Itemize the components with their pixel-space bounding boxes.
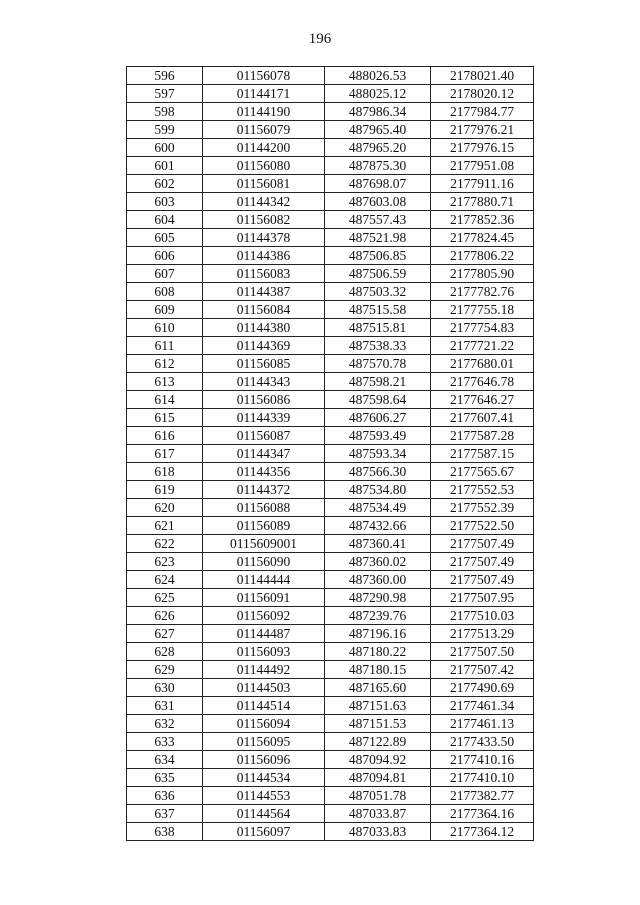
x-coordinate-cell: 487515.58 xyxy=(325,301,431,319)
y-coordinate-cell: 2177911.16 xyxy=(431,175,534,193)
y-coordinate-cell: 2177461.34 xyxy=(431,697,534,715)
y-coordinate-cell: 2177951.08 xyxy=(431,157,534,175)
point-id-cell: 01156084 xyxy=(203,301,325,319)
x-coordinate-cell: 487360.41 xyxy=(325,535,431,553)
y-coordinate-cell: 2177410.10 xyxy=(431,769,534,787)
row-index-cell: 615 xyxy=(127,409,203,427)
y-coordinate-cell: 2177433.50 xyxy=(431,733,534,751)
table-row xyxy=(127,121,534,139)
y-coordinate-cell: 2177510.03 xyxy=(431,607,534,625)
x-coordinate-cell: 488025.12 xyxy=(325,85,431,103)
table-row xyxy=(127,481,534,499)
point-id-cell: 01156083 xyxy=(203,265,325,283)
table-row xyxy=(127,355,534,373)
x-coordinate-cell: 488026.53 xyxy=(325,67,431,85)
table-row xyxy=(127,607,534,625)
point-id-cell: 01144356 xyxy=(203,463,325,481)
y-coordinate-cell: 2177522.50 xyxy=(431,517,534,535)
y-coordinate-cell: 2177824.45 xyxy=(431,229,534,247)
x-coordinate-cell: 487603.08 xyxy=(325,193,431,211)
row-index-cell: 634 xyxy=(127,751,203,769)
x-coordinate-cell: 487290.98 xyxy=(325,589,431,607)
point-id-cell: 01156080 xyxy=(203,157,325,175)
x-coordinate-cell: 487986.34 xyxy=(325,103,431,121)
table-row xyxy=(127,229,534,247)
y-coordinate-cell: 2177587.15 xyxy=(431,445,534,463)
y-coordinate-cell: 2177507.49 xyxy=(431,535,534,553)
point-id-cell: 01144514 xyxy=(203,697,325,715)
x-coordinate-cell: 487360.02 xyxy=(325,553,431,571)
row-index-cell: 599 xyxy=(127,121,203,139)
y-coordinate-cell: 2177410.16 xyxy=(431,751,534,769)
table-row xyxy=(127,535,534,553)
table-row xyxy=(127,823,534,841)
point-id-cell: 01144564 xyxy=(203,805,325,823)
row-index-cell: 601 xyxy=(127,157,203,175)
row-index-cell: 636 xyxy=(127,787,203,805)
y-coordinate-cell: 2177461.13 xyxy=(431,715,534,733)
point-id-cell: 01144339 xyxy=(203,409,325,427)
table-row xyxy=(127,571,534,589)
y-coordinate-cell: 2177565.67 xyxy=(431,463,534,481)
row-index-cell: 637 xyxy=(127,805,203,823)
point-id-cell: 01144369 xyxy=(203,337,325,355)
x-coordinate-cell: 487180.22 xyxy=(325,643,431,661)
y-coordinate-cell: 2178021.40 xyxy=(431,67,534,85)
coordinates-table-body xyxy=(127,67,534,841)
point-id-cell: 01156085 xyxy=(203,355,325,373)
x-coordinate-cell: 487151.63 xyxy=(325,697,431,715)
row-index-cell: 623 xyxy=(127,553,203,571)
x-coordinate-cell: 487506.85 xyxy=(325,247,431,265)
y-coordinate-cell: 2177806.22 xyxy=(431,247,534,265)
y-coordinate-cell: 2177513.29 xyxy=(431,625,534,643)
y-coordinate-cell: 2177646.78 xyxy=(431,373,534,391)
point-id-cell: 01144342 xyxy=(203,193,325,211)
x-coordinate-cell: 487875.30 xyxy=(325,157,431,175)
row-index-cell: 626 xyxy=(127,607,203,625)
coordinates-table xyxy=(126,66,534,841)
y-coordinate-cell: 2177507.49 xyxy=(431,553,534,571)
row-index-cell: 622 xyxy=(127,535,203,553)
point-id-cell: 01144343 xyxy=(203,373,325,391)
row-index-cell: 596 xyxy=(127,67,203,85)
x-coordinate-cell: 487165.60 xyxy=(325,679,431,697)
row-index-cell: 603 xyxy=(127,193,203,211)
x-coordinate-cell: 487965.20 xyxy=(325,139,431,157)
table-row xyxy=(127,697,534,715)
point-id-cell: 01144503 xyxy=(203,679,325,697)
x-coordinate-cell: 487698.07 xyxy=(325,175,431,193)
row-index-cell: 602 xyxy=(127,175,203,193)
y-coordinate-cell: 2177805.90 xyxy=(431,265,534,283)
y-coordinate-cell: 2177721.22 xyxy=(431,337,534,355)
row-index-cell: 631 xyxy=(127,697,203,715)
point-id-cell: 01144378 xyxy=(203,229,325,247)
table-row xyxy=(127,553,534,571)
row-index-cell: 624 xyxy=(127,571,203,589)
table-row xyxy=(127,211,534,229)
x-coordinate-cell: 487033.87 xyxy=(325,805,431,823)
row-index-cell: 635 xyxy=(127,769,203,787)
point-id-cell: 01156090 xyxy=(203,553,325,571)
row-index-cell: 633 xyxy=(127,733,203,751)
x-coordinate-cell: 487432.66 xyxy=(325,517,431,535)
x-coordinate-cell: 487521.98 xyxy=(325,229,431,247)
x-coordinate-cell: 487538.33 xyxy=(325,337,431,355)
row-index-cell: 607 xyxy=(127,265,203,283)
y-coordinate-cell: 2177782.76 xyxy=(431,283,534,301)
y-coordinate-cell: 2177646.27 xyxy=(431,391,534,409)
row-index-cell: 600 xyxy=(127,139,203,157)
x-coordinate-cell: 487239.76 xyxy=(325,607,431,625)
x-coordinate-cell: 487094.92 xyxy=(325,751,431,769)
y-coordinate-cell: 2177984.77 xyxy=(431,103,534,121)
row-index-cell: 630 xyxy=(127,679,203,697)
x-coordinate-cell: 487965.40 xyxy=(325,121,431,139)
x-coordinate-cell: 487593.49 xyxy=(325,427,431,445)
point-id-cell: 01144386 xyxy=(203,247,325,265)
point-id-cell: 01144171 xyxy=(203,85,325,103)
point-id-cell: 01144492 xyxy=(203,661,325,679)
y-coordinate-cell: 2177754.83 xyxy=(431,319,534,337)
x-coordinate-cell: 487598.21 xyxy=(325,373,431,391)
row-index-cell: 617 xyxy=(127,445,203,463)
x-coordinate-cell: 487122.89 xyxy=(325,733,431,751)
table-row xyxy=(127,139,534,157)
table-row xyxy=(127,463,534,481)
row-index-cell: 628 xyxy=(127,643,203,661)
table-row xyxy=(127,643,534,661)
x-coordinate-cell: 487570.78 xyxy=(325,355,431,373)
y-coordinate-cell: 2177976.21 xyxy=(431,121,534,139)
row-index-cell: 613 xyxy=(127,373,203,391)
y-coordinate-cell: 2177852.36 xyxy=(431,211,534,229)
point-id-cell: 01156078 xyxy=(203,67,325,85)
x-coordinate-cell: 487503.32 xyxy=(325,283,431,301)
y-coordinate-cell: 2177507.95 xyxy=(431,589,534,607)
table-row xyxy=(127,157,534,175)
table-row xyxy=(127,751,534,769)
x-coordinate-cell: 487593.34 xyxy=(325,445,431,463)
row-index-cell: 629 xyxy=(127,661,203,679)
point-id-cell: 01144487 xyxy=(203,625,325,643)
table-row xyxy=(127,625,534,643)
x-coordinate-cell: 487094.81 xyxy=(325,769,431,787)
table-row xyxy=(127,265,534,283)
point-id-cell: 01156092 xyxy=(203,607,325,625)
row-index-cell: 598 xyxy=(127,103,203,121)
y-coordinate-cell: 2177552.53 xyxy=(431,481,534,499)
x-coordinate-cell: 487033.83 xyxy=(325,823,431,841)
row-index-cell: 619 xyxy=(127,481,203,499)
row-index-cell: 620 xyxy=(127,499,203,517)
row-index-cell: 605 xyxy=(127,229,203,247)
table-row xyxy=(127,337,534,355)
y-coordinate-cell: 2177364.12 xyxy=(431,823,534,841)
y-coordinate-cell: 2177490.69 xyxy=(431,679,534,697)
x-coordinate-cell: 487051.78 xyxy=(325,787,431,805)
point-id-cell: 01156091 xyxy=(203,589,325,607)
x-coordinate-cell: 487180.15 xyxy=(325,661,431,679)
table-row xyxy=(127,589,534,607)
row-index-cell: 597 xyxy=(127,85,203,103)
row-index-cell: 611 xyxy=(127,337,203,355)
table-row xyxy=(127,769,534,787)
point-id-cell: 01156081 xyxy=(203,175,325,193)
table-row xyxy=(127,805,534,823)
table-row xyxy=(127,391,534,409)
point-id-cell: 01144444 xyxy=(203,571,325,589)
table-row xyxy=(127,661,534,679)
table-row xyxy=(127,301,534,319)
table-row xyxy=(127,733,534,751)
x-coordinate-cell: 487506.59 xyxy=(325,265,431,283)
table-row xyxy=(127,409,534,427)
y-coordinate-cell: 2177507.49 xyxy=(431,571,534,589)
row-index-cell: 625 xyxy=(127,589,203,607)
table-row xyxy=(127,67,534,85)
point-id-cell: 01156094 xyxy=(203,715,325,733)
table-row xyxy=(127,499,534,517)
y-coordinate-cell: 2177880.71 xyxy=(431,193,534,211)
table-row xyxy=(127,787,534,805)
point-id-cell: 01144380 xyxy=(203,319,325,337)
point-id-cell: 01144534 xyxy=(203,769,325,787)
x-coordinate-cell: 487534.49 xyxy=(325,499,431,517)
x-coordinate-cell: 487606.27 xyxy=(325,409,431,427)
table-row xyxy=(127,445,534,463)
point-id-cell: 01156093 xyxy=(203,643,325,661)
row-index-cell: 621 xyxy=(127,517,203,535)
table-row xyxy=(127,193,534,211)
row-index-cell: 618 xyxy=(127,463,203,481)
point-id-cell: 01144372 xyxy=(203,481,325,499)
point-id-cell: 01144553 xyxy=(203,787,325,805)
y-coordinate-cell: 2177382.77 xyxy=(431,787,534,805)
point-id-cell: 01156082 xyxy=(203,211,325,229)
y-coordinate-cell: 2177507.42 xyxy=(431,661,534,679)
table-row xyxy=(127,715,534,733)
table-row xyxy=(127,175,534,193)
row-index-cell: 616 xyxy=(127,427,203,445)
y-coordinate-cell: 2177364.16 xyxy=(431,805,534,823)
row-index-cell: 612 xyxy=(127,355,203,373)
y-coordinate-cell: 2177680.01 xyxy=(431,355,534,373)
table-row xyxy=(127,247,534,265)
y-coordinate-cell: 2177552.39 xyxy=(431,499,534,517)
table-row xyxy=(127,283,534,301)
x-coordinate-cell: 487196.16 xyxy=(325,625,431,643)
y-coordinate-cell: 2177976.15 xyxy=(431,139,534,157)
y-coordinate-cell: 2177587.28 xyxy=(431,427,534,445)
table-row xyxy=(127,85,534,103)
x-coordinate-cell: 487534.80 xyxy=(325,481,431,499)
row-index-cell: 638 xyxy=(127,823,203,841)
table-row xyxy=(127,679,534,697)
table-row xyxy=(127,319,534,337)
point-id-cell: 01156089 xyxy=(203,517,325,535)
table-row xyxy=(127,373,534,391)
point-id-cell: 01144200 xyxy=(203,139,325,157)
row-index-cell: 610 xyxy=(127,319,203,337)
row-index-cell: 627 xyxy=(127,625,203,643)
x-coordinate-cell: 487515.81 xyxy=(325,319,431,337)
point-id-cell: 01144347 xyxy=(203,445,325,463)
table-row xyxy=(127,517,534,535)
x-coordinate-cell: 487557.43 xyxy=(325,211,431,229)
point-id-cell: 0115609001 xyxy=(203,535,325,553)
y-coordinate-cell: 2177607.41 xyxy=(431,409,534,427)
point-id-cell: 01156087 xyxy=(203,427,325,445)
row-index-cell: 604 xyxy=(127,211,203,229)
point-id-cell: 01156088 xyxy=(203,499,325,517)
y-coordinate-cell: 2177507.50 xyxy=(431,643,534,661)
page-number: 196 xyxy=(308,31,332,47)
x-coordinate-cell: 487151.53 xyxy=(325,715,431,733)
point-id-cell: 01144190 xyxy=(203,103,325,121)
point-id-cell: 01156086 xyxy=(203,391,325,409)
row-index-cell: 632 xyxy=(127,715,203,733)
y-coordinate-cell: 2178020.12 xyxy=(431,85,534,103)
row-index-cell: 606 xyxy=(127,247,203,265)
point-id-cell: 01156079 xyxy=(203,121,325,139)
point-id-cell: 01156096 xyxy=(203,751,325,769)
row-index-cell: 614 xyxy=(127,391,203,409)
point-id-cell: 01144387 xyxy=(203,283,325,301)
x-coordinate-cell: 487566.30 xyxy=(325,463,431,481)
x-coordinate-cell: 487598.64 xyxy=(325,391,431,409)
point-id-cell: 01156095 xyxy=(203,733,325,751)
row-index-cell: 609 xyxy=(127,301,203,319)
row-index-cell: 608 xyxy=(127,283,203,301)
table-row xyxy=(127,103,534,121)
table-row xyxy=(127,427,534,445)
y-coordinate-cell: 2177755.18 xyxy=(431,301,534,319)
x-coordinate-cell: 487360.00 xyxy=(325,571,431,589)
point-id-cell: 01156097 xyxy=(203,823,325,841)
